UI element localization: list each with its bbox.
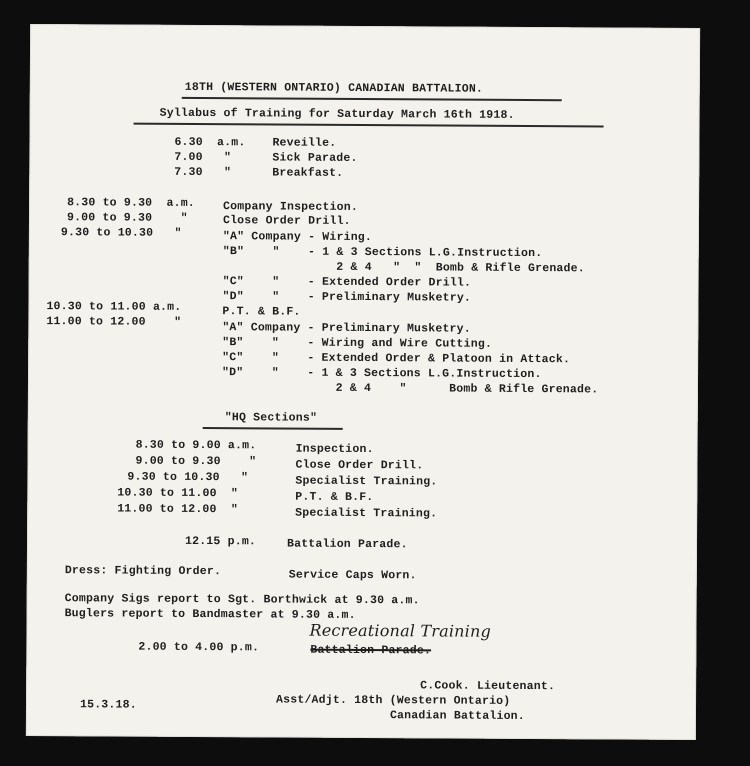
schedule-text: "A" Company - Wiring. [222, 230, 373, 245]
hq-text: P.T. & B.F. [295, 490, 374, 505]
hq-time: 9.00 to 9.30 " [135, 454, 257, 469]
hq-text: Specialist Training. [295, 506, 438, 521]
schedule-time: 9.00 to 9.30 " [66, 211, 188, 225]
call-event: Breakfast. [272, 166, 344, 180]
syllabus-underline [134, 123, 604, 128]
schedule-text: 2 & 4 " Bomb & Rifle Grenade. [221, 381, 599, 397]
schedule-text: "D" " - 1 & 3 Sections L.G.Instruction. [222, 366, 542, 382]
hq-heading: "HQ Sections" [224, 411, 318, 425]
schedule-text: "B" " - Wiring and Wire Cutting. [222, 336, 493, 351]
schedule-text: "C" " - Extended Order & Platoon in Attack. [222, 351, 571, 367]
hq-time: 10.30 to 11.00 " [117, 486, 239, 501]
title-underline [182, 97, 562, 101]
call-event: Sick Parade. [272, 151, 358, 165]
signature-title: Asst/Adjt. 18th (Western Ontario) [276, 693, 511, 708]
document-page [26, 24, 700, 740]
dress-text: Service Caps Worn. [288, 568, 417, 583]
call-event: Reveille. [272, 136, 337, 150]
schedule-text: P.T. & B.F. [222, 305, 301, 319]
schedule-text: "D" " - Preliminary Musketry. [222, 290, 472, 305]
signature-unit: Canadian Battalion. [389, 709, 525, 723]
schedule-text: "A" Company - Preliminary Musketry. [222, 321, 471, 336]
call-time: 6.30 a.m. [174, 135, 246, 150]
parade-text: Battalion Parade. [286, 537, 408, 552]
afternoon-time: 2.00 to 4.00 p.m. [138, 640, 260, 655]
battalion-title: 18TH (WESTERN ONTARIO) CANADIAN BATTALION. [184, 80, 484, 96]
schedule-text: Company Inspection. [223, 200, 359, 214]
note-signallers: Company Sigs report to Sgt. Borthwick at 9.30 a.m. [64, 592, 420, 608]
handwritten-correction: Recreational Training [309, 620, 492, 641]
hq-underline [203, 427, 343, 430]
document-date: 15.3.18. [79, 698, 137, 712]
hq-text: Close Order Drill. [295, 458, 424, 473]
schedule-text: "B" " - 1 & 3 Sections L.G.Instruction. [222, 245, 543, 261]
signature-name: C.Cook. Lieutenant. [420, 679, 556, 694]
parade-time: 12.15 p.m. [184, 534, 257, 549]
dress-label: Dress: Fighting Order. [64, 564, 222, 579]
syllabus-title: Syllabus of Training for Saturday March 16th 1918. [159, 106, 515, 122]
schedule-text: 2 & 4 " " Bomb & Rifle Grenade. [222, 260, 585, 276]
hq-text: Specialist Training. [295, 474, 438, 489]
schedule-time: 11.00 to 12.00 " [46, 315, 182, 329]
hq-text: Inspection. [295, 442, 374, 457]
schedule-time: 9.30 to 10.30 " [60, 226, 182, 240]
hq-time: 9.30 to 10.30 " [127, 470, 249, 485]
schedule-text: "C" " - Extended Order Drill. [222, 275, 472, 290]
schedule-text: Close Order Drill. [222, 214, 351, 228]
struck-text: Battalion Parade. [310, 643, 432, 658]
call-time: 7.30 " [174, 165, 232, 180]
call-time: 7.00 " [174, 150, 232, 165]
hq-time: 11.00 to 12.00 " [117, 502, 238, 517]
schedule-time: 10.30 to 11.00 a.m. [46, 300, 182, 314]
note-buglers: Buglers report to Bandmaster at 9.30 a.m. [64, 607, 356, 622]
hq-time: 8.30 to 9.00 a.m. [135, 438, 257, 453]
schedule-time: 8.30 to 9.30 a.m. [67, 196, 195, 210]
